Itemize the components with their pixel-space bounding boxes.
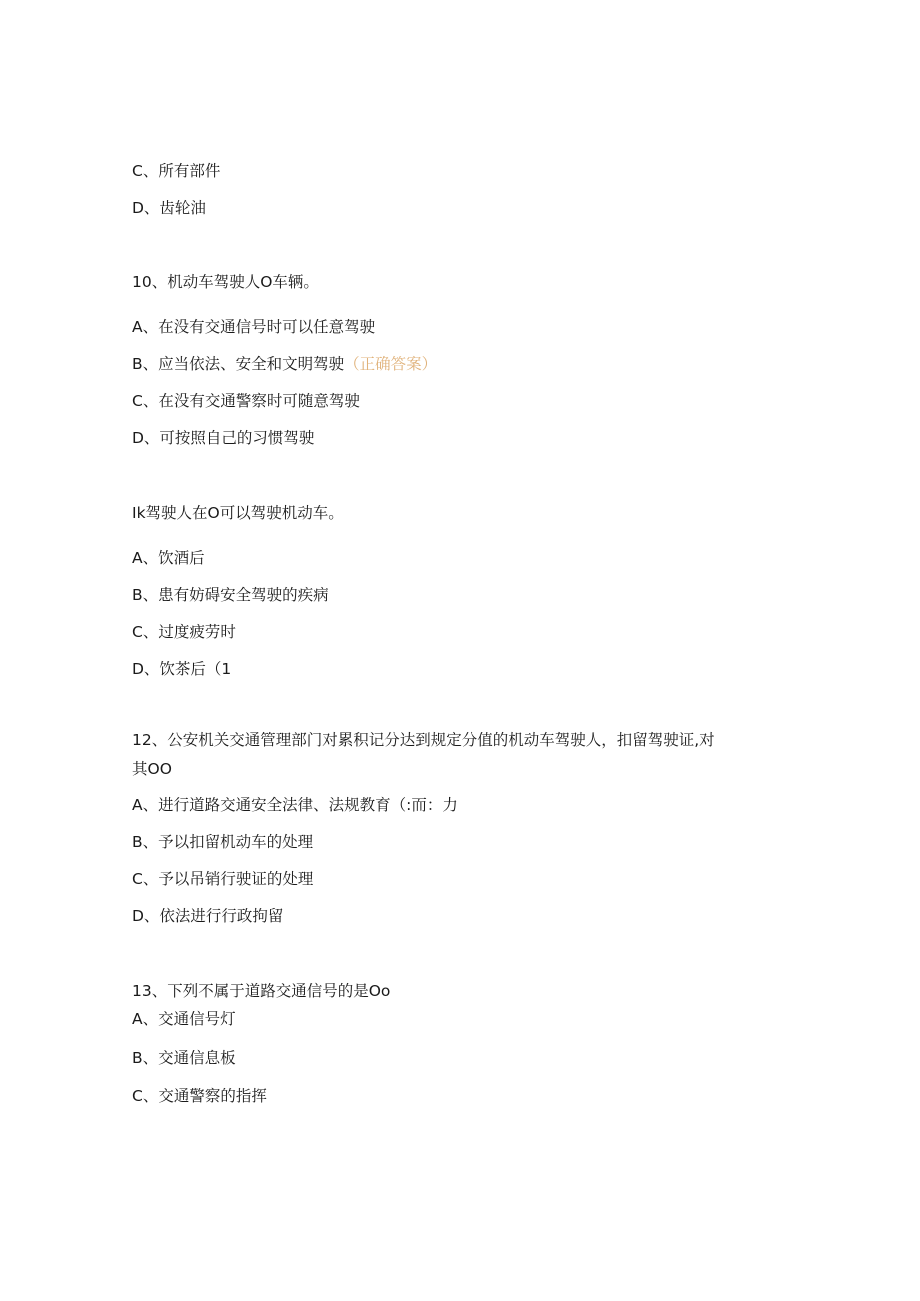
q10-option-a: A、在没有交通信号时可以任意驾驶 xyxy=(132,318,376,336)
q9-option-d: D、齿轮油 xyxy=(132,199,206,217)
q10-option-c: C、在没有交通警察时可随意驾驶 xyxy=(132,392,360,410)
correct-answer-badge: （正确答案） xyxy=(344,355,438,373)
q11-option-b: B、患有妨碍安全驾驶的疾病 xyxy=(132,586,329,604)
q12-option-a: A、进行道路交通安全法律、法规教育（:而：力 xyxy=(132,796,458,814)
q12-option-d: D、依法进行行政拘留 xyxy=(132,907,284,925)
q11-stem: Ik驾驶人在O可以驾驶机动车。 xyxy=(132,504,344,522)
q12-option-b: B、予以扣留机动车的处理 xyxy=(132,833,314,851)
q13-stem: 13、下列不属于道路交通信号的是Oo xyxy=(132,982,391,1000)
q11-option-d: D、饮茶后（1 xyxy=(132,660,232,678)
q12-stem-line1: 12、公安机关交通管理部门对累积记分达到规定分值的机动车驾驶人，扣留驾驶证,对 xyxy=(132,731,715,749)
q13-option-c: C、交通警察的指挥 xyxy=(132,1087,267,1105)
q11-option-a: A、饮酒后 xyxy=(132,549,205,567)
q9-option-c: C、所有部件 xyxy=(132,162,221,180)
q13-option-a: A、交通信号灯 xyxy=(132,1010,236,1028)
q12-stem-line2: 其OO xyxy=(132,760,172,778)
q10-stem: 10、机动车驾驶人O车辆。 xyxy=(132,273,319,291)
q10-option-b-text: B、应当依法、安全和文明驾驶 xyxy=(132,355,345,373)
q11-option-c: C、过度疲劳时 xyxy=(132,623,236,641)
q10-option-b xyxy=(132,353,437,375)
q10-option-d: D、可按照自己的习惯驾驶 xyxy=(132,429,315,447)
q12-option-c: C、予以吊销行驶证的处理 xyxy=(132,870,314,888)
q13-option-b: B、交通信息板 xyxy=(132,1049,236,1067)
